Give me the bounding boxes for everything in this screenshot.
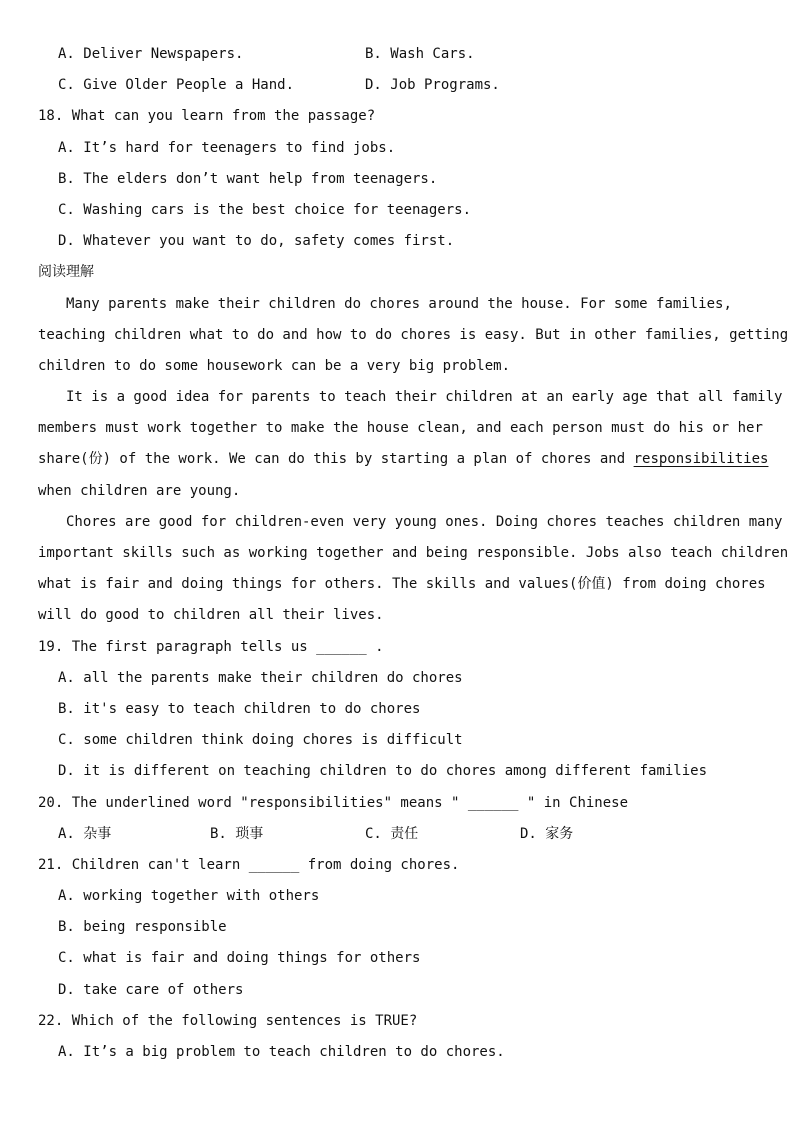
passage-p2-line-4: when children are young. (38, 482, 241, 499)
passage-p3-line-4: will do good to children all their lives. (38, 607, 384, 624)
q21-stem: 21. Children can't learn ______ from doing chores. (38, 856, 460, 873)
q19-option-b: B. it's easy to teach children to do chores (58, 700, 421, 717)
q19-stem: 19. The first paragraph tells us ______ . (38, 638, 384, 655)
q21-option-b: B. being responsible (58, 919, 227, 936)
passage-p1-line-2: teaching children what to do and how to do chores is easy. But in other families, getting (38, 326, 789, 343)
q17-options-row-1 (0, 39, 794, 70)
q19-option-a: A. all the parents make their children do chores (58, 669, 463, 686)
q18-stem: 18. What can you learn from the passage? (38, 108, 376, 125)
q18-option-d: D. Whatever you want to do, safety comes first. (58, 233, 455, 250)
passage-p2-line-3-text: share(份) of the work. We can do this by starting a plan of chores and (38, 451, 634, 468)
passage-p2-line-3 (0, 444, 794, 475)
q19-option-c: C. some children think doing chores is difficult (58, 732, 463, 749)
q20-option-b: B. 琐事 (210, 825, 264, 842)
q18-option-a: A. It’s hard for teenagers to find jobs. (58, 139, 396, 156)
q22-option-a: A. It’s a big problem to teach children to do chores. (58, 1044, 505, 1060)
q22-stem: 22. Which of the following sentences is TRUE? (38, 1012, 418, 1029)
q20-options-row (0, 819, 794, 850)
passage-p2-line-2: members must work together to make the house clean, and each person must do his or her (38, 420, 763, 437)
q20-option-d: D. 家务 (520, 825, 574, 842)
q17-option-c: C. Give Older People a Hand. (58, 77, 295, 94)
q17-options-row-2 (0, 70, 794, 101)
q17-option-a: A. Deliver Newspapers. (58, 46, 244, 62)
q20-option-a: A. 杂事 (58, 825, 112, 842)
q21-option-d: D. take care of others (58, 981, 244, 998)
q21-option-c: C. what is fair and doing things for others (58, 950, 421, 967)
q19-option-d: D. it is different on teaching children to do chores among different families (58, 763, 708, 780)
section-title: 阅读理解 (38, 264, 94, 281)
underlined-word-responsibilities: responsibilities (633, 451, 769, 468)
passage-p1-line-1: Many parents make their children do chores around the house. For some families, (66, 295, 732, 312)
q18-option-b: B. The elders don’t want help from teenagers. (58, 170, 438, 187)
q17-option-d: D. Job Programs. (365, 77, 500, 94)
q17-option-b: B. Wash Cars. (365, 46, 475, 62)
passage-p3-line-3: what is fair and doing things for others. The skills and values(价值) from doing chores (38, 576, 766, 593)
q20-option-c: C. 责任 (365, 825, 419, 842)
passage-p2-line-1: It is a good idea for parents to teach their children at an early age that all family (66, 389, 783, 406)
passage-p3-line-1: Chores are good for children-even very young ones. Doing chores teaches children many (66, 513, 783, 530)
passage-p1-line-3: children to do some housework can be a very big problem. (38, 357, 511, 374)
q18-option-c: C. Washing cars is the best choice for teenagers. (58, 201, 472, 218)
exam-page (0, 39, 794, 1068)
q21-option-a: A. working together with others (58, 888, 320, 905)
q20-stem: 20. The underlined word "responsibilities" means " ______ " in Chinese (38, 794, 629, 811)
passage-p3-line-2: important skills such as working together and being responsible. Jobs also teach children (38, 545, 789, 561)
